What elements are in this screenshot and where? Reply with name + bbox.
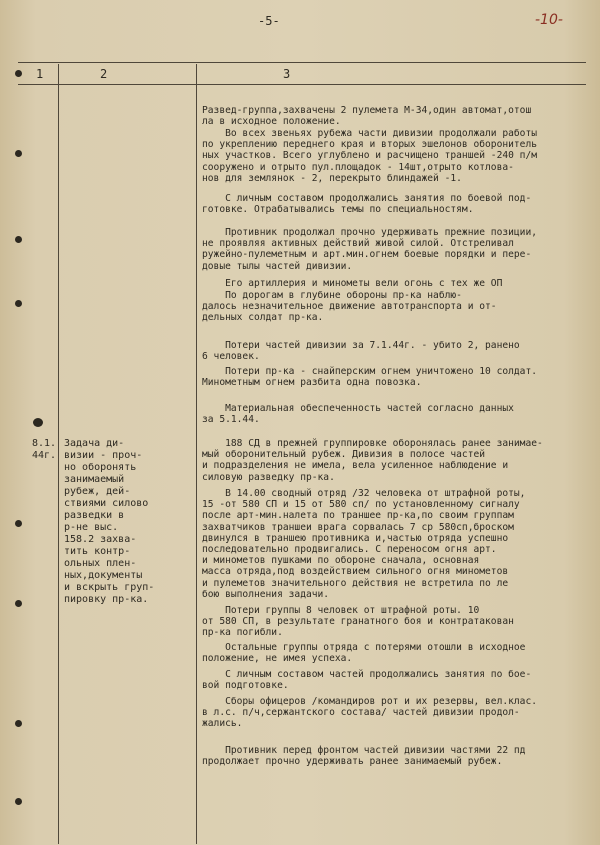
report-paragraph: По дорогам в глубине обороны пр-ка наблю- далось незначительное движение автотранспорта и от- дельных солдат пр-ка.: [202, 290, 497, 324]
binding-hole: [15, 236, 22, 243]
binding-hole: [33, 418, 43, 427]
report-paragraph: Потери пр-ка - снайперским огнем уничтожено 10 солдат. Минометным огнем разбита одна повозка.: [202, 366, 538, 389]
report-paragraph: Противник перед фронтом частей дивизии частями 22 пд продолжает прочно удерживать ранее занимаемый рубеж.: [202, 745, 526, 768]
report-paragraph: Противник продолжал прочно удерживать прежние позиции, не проявляя активных действий живой силой. Отстреливал ружейно-пулеметным и арт.мин.огнем боевые порядки и пере- довые тылы частей дивизии.: [202, 227, 538, 272]
header-top-rule: [18, 62, 586, 63]
binding-hole: [15, 520, 22, 527]
column-divider-2: [196, 64, 197, 844]
column-number-2: 2: [100, 67, 108, 81]
header-bottom-rule: [18, 84, 586, 85]
entry-date: 8.1. 44г.: [32, 438, 57, 461]
column-divider-1: [58, 64, 59, 844]
report-paragraph: Материальная обеспеченность частей согласно данных за 5.1.44.: [202, 403, 514, 426]
report-paragraph: Потери группы 8 человек от штрафной роты. 10 от 580 СП, в результате гранатного боя и контратакован пр-ка погибли.: [202, 605, 514, 639]
report-paragraph: С личным составом частей продолжались занятия по бое- вой подготовке.: [202, 669, 532, 692]
binding-hole: [15, 300, 22, 307]
report-paragraph: Во всех звеньях рубежа части дивизии продолжали работы по укреплению переднего края и вторых эшелонов оборонитель ных участков. Всего углублено и расчищено траншей -240 п/м сооружено и отрыто пул.площадок - 14шт,отрыто котлова- нов для землянок - 2, перекрыто блиндажей -1.: [202, 128, 538, 184]
binding-hole: [15, 70, 22, 77]
report-paragraph: Потери частей дивизии за 7.1.44г. - убито 2, ранено 6 человек.: [202, 340, 520, 363]
report-paragraph: С личным составом продолжались занятия по боевой под- готовке. Отрабатывались темы по специальностям.: [202, 193, 532, 216]
column-number-3: 3: [283, 67, 291, 81]
binding-hole: [15, 600, 22, 607]
report-paragraph: Сборы офицеров /командиров рот и их резервы, вел.клас. в л.с. п/ч,сержантского состава/ частей дивизии продол- жались.: [202, 696, 538, 730]
report-paragraph: 188 СД в прежней группировке оборонялась ранее занимае- мый оборонительный рубеж. Дивизия в полосе частей и подразделения не имела, вела усиленное наблюдение и силовую разведку пр-ка.: [202, 438, 543, 483]
report-paragraph: Развед-группа,захвачены 2 пулемета М-34,один автомат,отош ла в исходное положение.: [202, 105, 532, 128]
column-number-1: 1: [36, 67, 44, 81]
binding-hole: [15, 798, 22, 805]
report-paragraph: Его артиллерия и минометы вели огонь с тех же ОП: [202, 278, 503, 289]
page-number: -5-: [258, 14, 280, 28]
report-paragraph: Остальные группы отряда с потерями отошли в исходное положение, не имея успеха.: [202, 642, 526, 665]
binding-hole: [15, 720, 22, 727]
archive-page-number: -10-: [535, 12, 563, 28]
report-paragraph: В 14.00 сводный отряд /32 человека от штрафной роты, 15 -от 580 СП и 15 от 580 сп/ по установленному сигналу после арт-мин.налета по траншее пр-ка,по своим группам захватчиков траншеи врага сорвалась 7 ср 580сп,броском двинулся в траншею противника и,частью отряда успешно последовательно продвигались. С переносом огня арт. и минометов пушками по обороне сначала, основная масса отряда,под воздействием сильного огня минометов и пулеметов значительного действия не встретила по ле бою выполнения задачи.: [202, 488, 526, 600]
binding-hole: [15, 150, 22, 157]
task-description: Задача ди- визии - проч- но оборонять занимаемый рубеж, дей- ствиями силово разведки в р-не выс. 158.2 захва- тить контр- ольных плен- ных,документы и вскрыть груп- пировку пр-ка.: [64, 438, 155, 605]
